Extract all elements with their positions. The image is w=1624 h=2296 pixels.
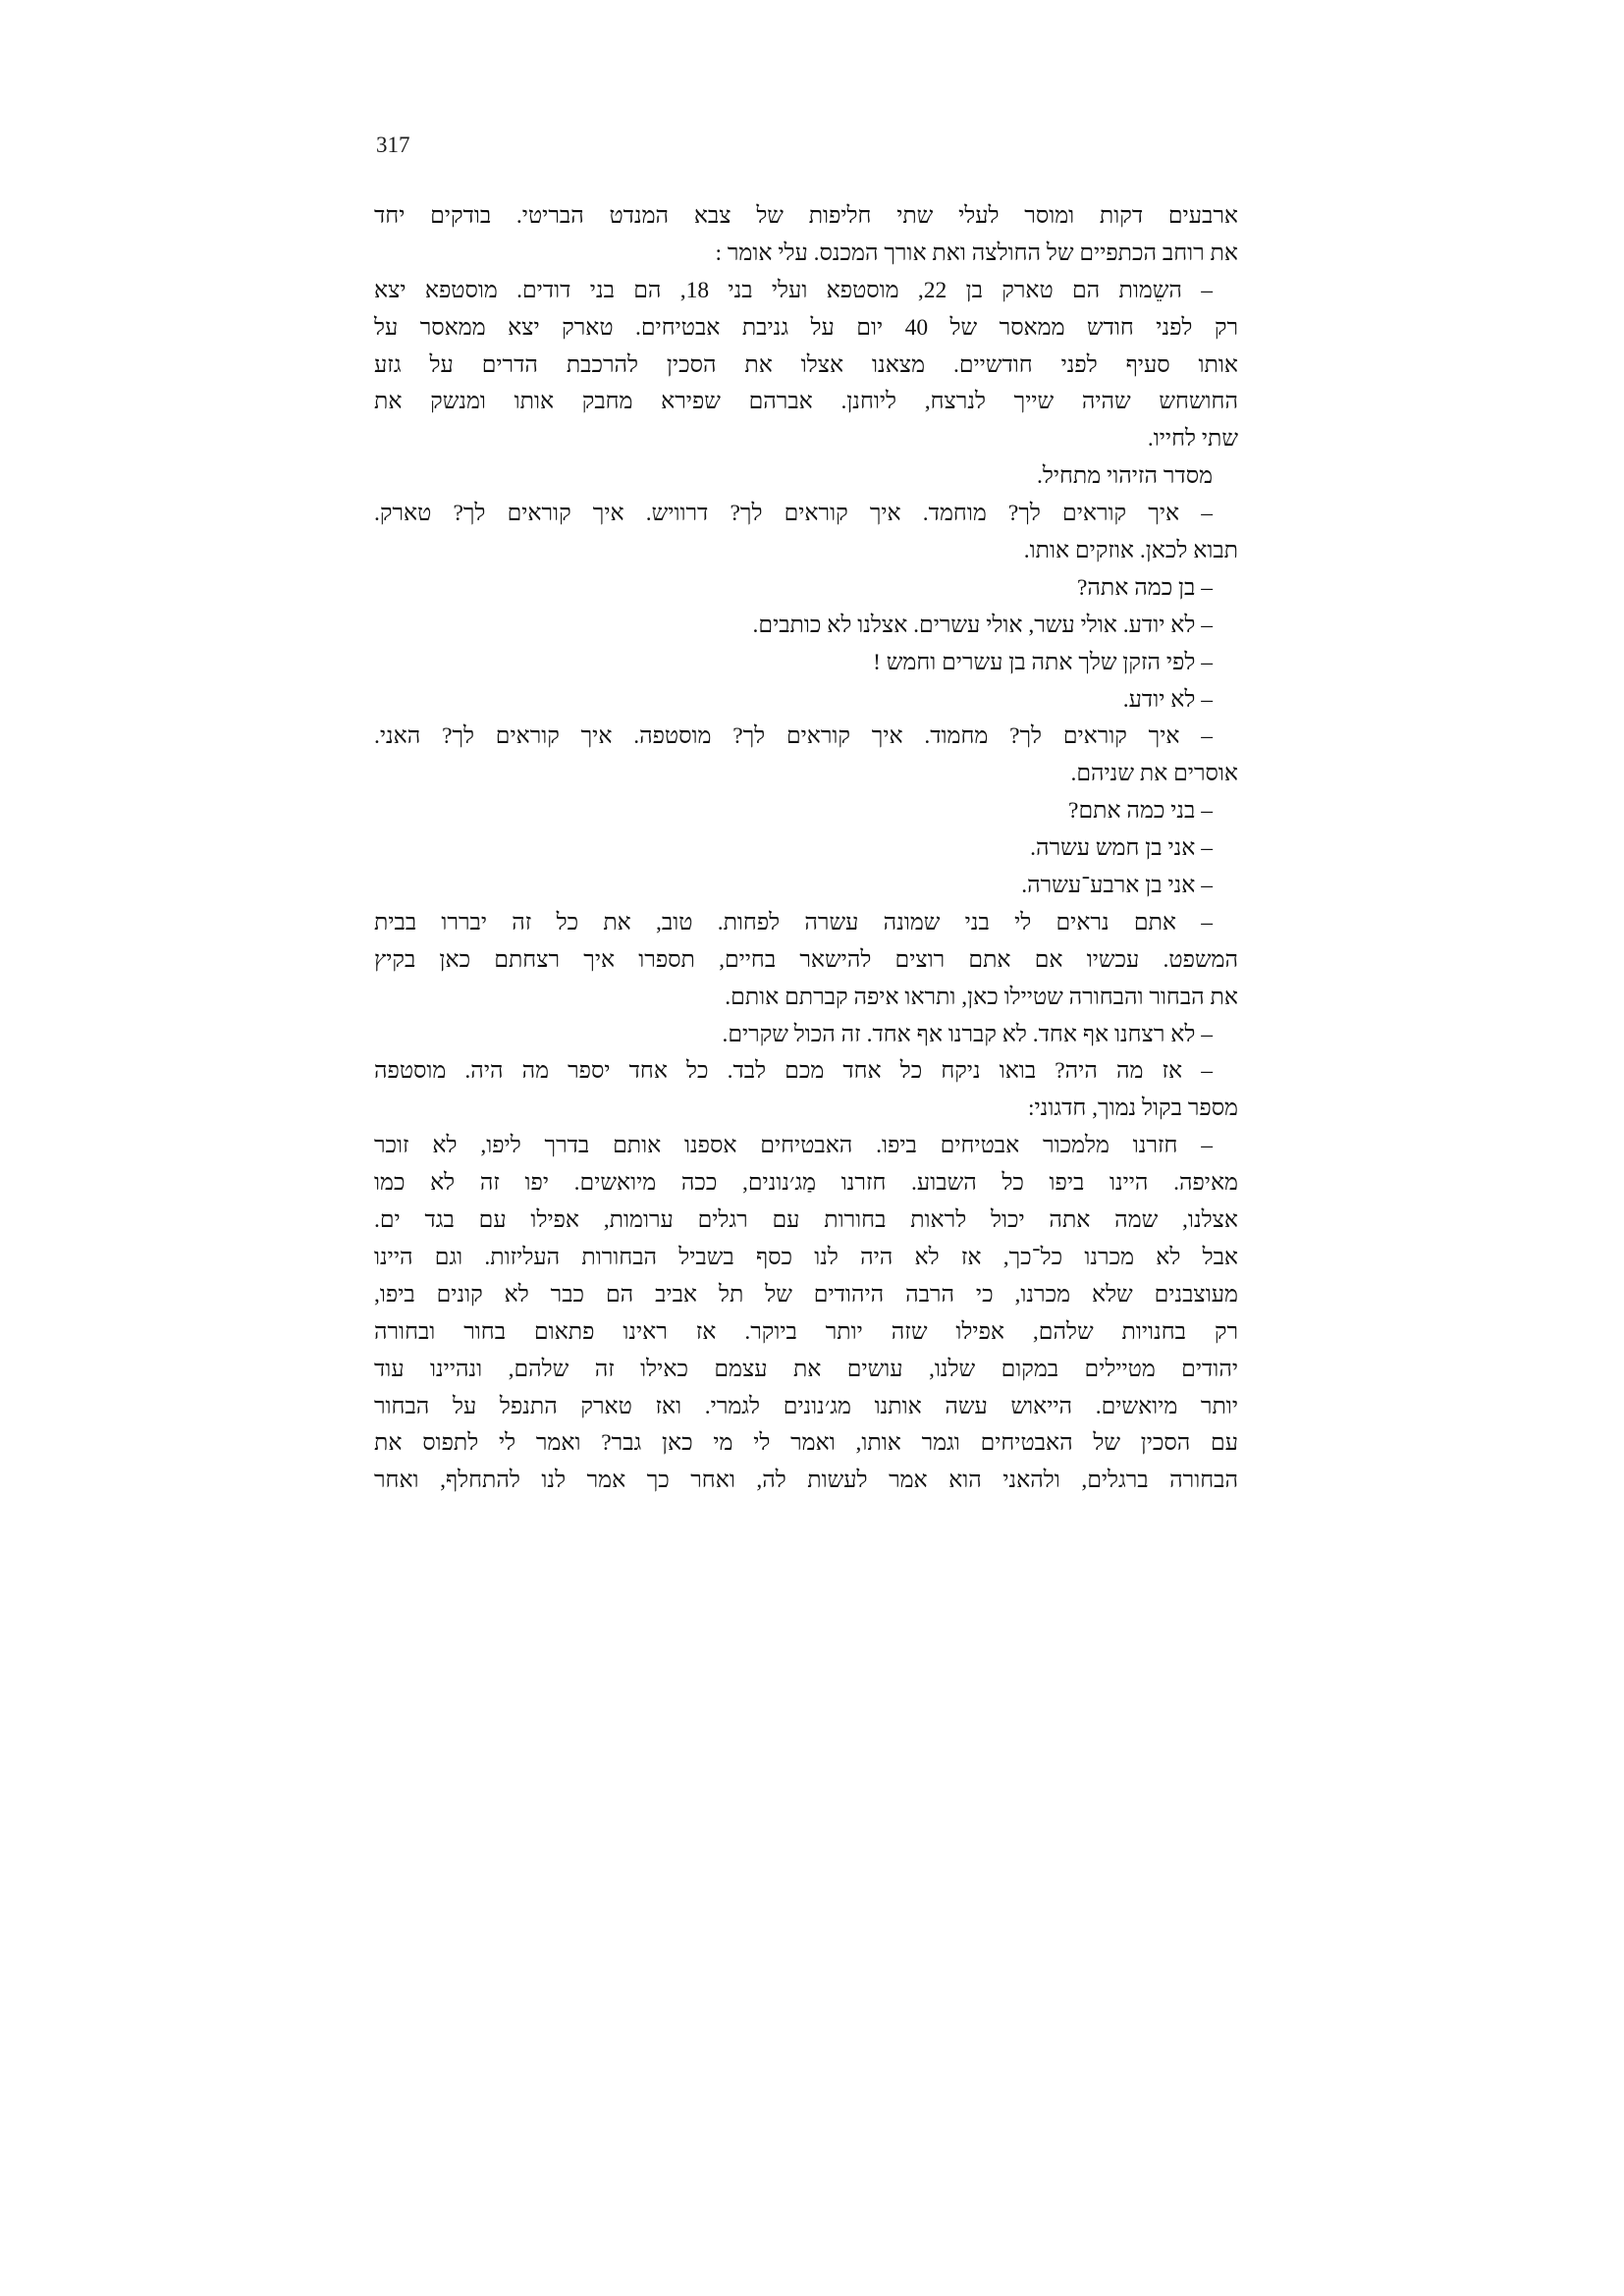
text-line: – אני בן חמש עשרה. bbox=[1030, 835, 1213, 862]
text-line: – אז מה היה? בואו ניקח כל אחד מכם לבד. כל אחד יספר מה היה. מוסטפה bbox=[374, 1058, 1213, 1085]
text-line: – בני כמה אתם? bbox=[1068, 798, 1213, 825]
text-line: – לא יודע. bbox=[1122, 686, 1213, 713]
text-line: – השֵמות הם טארק בן 22, מוסטפא ועלי בני 18, הם בני דודים. מוסטפא יצא bbox=[374, 277, 1213, 303]
text-line: אותו סעיף לפני חודשיים. מצאנו אצלו את הסכין להרכבת הדרים על גזע bbox=[374, 351, 1238, 378]
text-line: – איך קוראים לך? מוחמד. איך קוראים לך? דרוויש. איך קוראים לך? טארק. bbox=[374, 501, 1213, 527]
text-line: רק בחנויות שלהם, אפילו שזה יותר ביוקר. אז ראינו פתאום בחור ובחורה bbox=[374, 1318, 1238, 1345]
text-line: – אני בן ארבע־עשרה. bbox=[1021, 873, 1213, 899]
text-line: החושחש שהיה שייך לנרצח, ליוחנן. אברהם שפירא מחבק אותו ומנשק את bbox=[374, 389, 1238, 415]
text-line: מסדר הזיהוי מתחיל. bbox=[1036, 463, 1213, 490]
text-line: המשפט. עכשיו אם אתם רוצים להישאר בחיים, תספרו איך רצחתם כאן בקיץ bbox=[374, 946, 1238, 973]
text-line: – לא יודע. אולי עשר, אולי עשרים. אצלנו לא כותבים. bbox=[752, 612, 1213, 638]
text-line: יהודים מטיילים במקום שלנו, עושים את עצמם כאילו זה שלהם, ונהיינו עוד bbox=[374, 1356, 1238, 1382]
text-line: – בן כמה אתה? bbox=[1076, 574, 1213, 601]
text-line: רק לפני חודש ממאסר של 40 יום על גניבת אבטיחים. טארק יצא ממאסר על bbox=[374, 314, 1238, 341]
text-line: עם הסכין של האבטיחים וגמר אותו, ואמר לי מי כאן גבר? ואמר לי לתפוס את bbox=[374, 1430, 1238, 1457]
text-line: תבוא לכאן. אוזקים אותו. bbox=[1023, 538, 1238, 564]
text-line: את הבחור והבחורה שטיילו כאן, ותראו איפה קברתם אותם. bbox=[725, 984, 1238, 1010]
text-line: ארבעים דקות ומוסר לעלי שתי חליפות של צבא המנדט הבריטי. בודקים יחד bbox=[374, 203, 1238, 229]
text-line: אוסרים את שניהם. bbox=[1070, 761, 1238, 787]
text-line: מאיפה. היינו ביפו כל השבוע. חזרנו מַג׳נונים, ככה מיואשים. יפו זה לא כמו bbox=[374, 1170, 1238, 1197]
text-line: – איך קוראים לך? מחמוד. איך קוראים לך? מוסטפה. איך קוראים לך? האני. bbox=[374, 723, 1213, 750]
text-line: אבל לא מכרנו כל־כך, אז לא היה לנו כסף בשביל הבחורות העליזות. וגם היינו bbox=[374, 1244, 1238, 1270]
text-line: – חזרנו מלמכור אבטיחים ביפו. האבטיחים אספנו אותם בדרך ליפו, לא זוכר bbox=[374, 1133, 1213, 1159]
text-line: את רוחב הכתפיים של החולצה ואת אורך המכנס. עלי אומר : bbox=[715, 240, 1238, 266]
page-number: 317 bbox=[376, 133, 410, 157]
body-text bbox=[374, 198, 1238, 1500]
text-line: הבחורה ברגלים, ולהאני הוא אמר לעשות לה, ואחר כך אמר לנו להתחלף, ואחר bbox=[374, 1468, 1238, 1494]
text-line: – לא רצחנו אף אחד. לא קברנו אף אחד. זה הכול שקרים. bbox=[722, 1021, 1213, 1047]
text-line: שתי לחייו. bbox=[1147, 426, 1238, 453]
text-line: יותר מיואשים. הייאוש עשה אותנו מג׳נונים לגמרי. ואז טארק התנפל על הבחור bbox=[374, 1393, 1238, 1419]
text-line: אצלנו, שמה אתה יכול לראות בחורות עם רגלים ערומות, אפילו עם בגד ים. bbox=[374, 1207, 1238, 1234]
text-line: – אתם נראים לי בני שמונה עשרה לפחות. טוב, את כל זה יבררו בבית bbox=[374, 909, 1213, 935]
text-line: מספר בקול נמוך, חדגוני: bbox=[1027, 1095, 1238, 1122]
text-line: מעוצבנים שלא מכרנו, כי הרבה היהודים של תל אביב הם כבר לא קונים ביפו, bbox=[374, 1281, 1238, 1308]
text-line: – לפי הזקן שלך אתה בן עשרים וחמש ! bbox=[873, 649, 1213, 675]
